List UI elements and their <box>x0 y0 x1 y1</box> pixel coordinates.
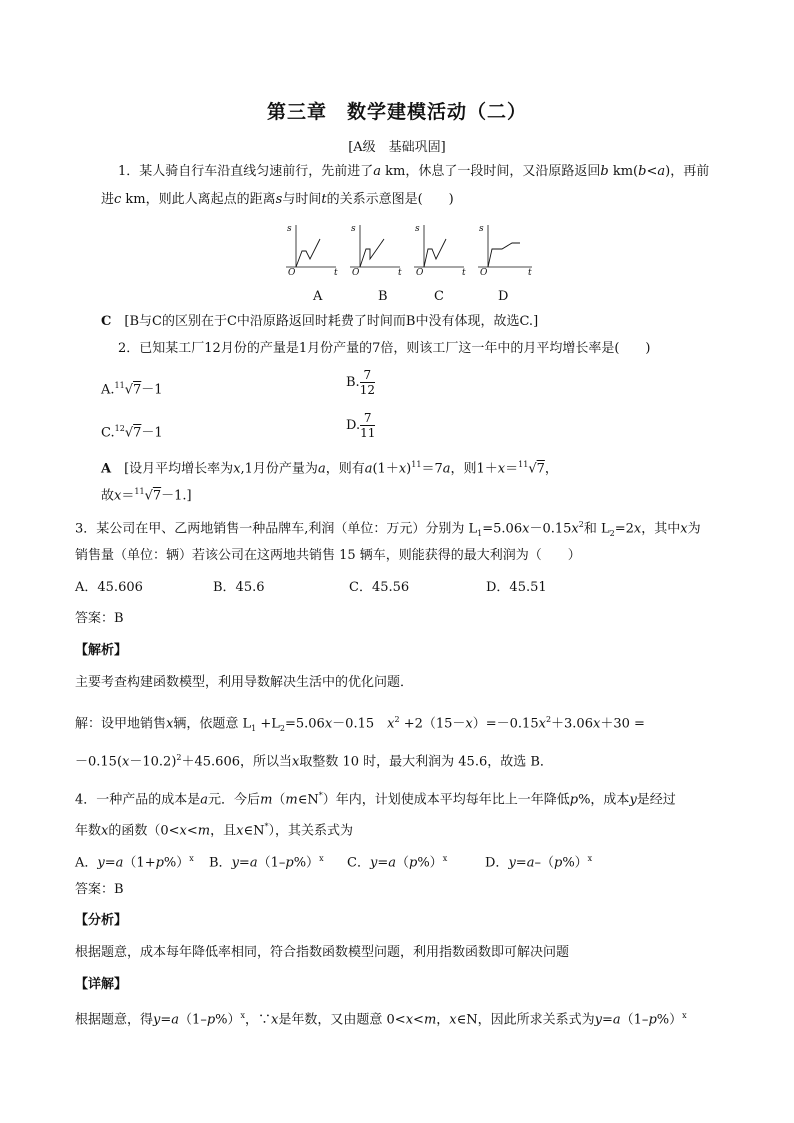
q1-line2: 进c km，则此人离起点的距离s与时间t的关系示意图是( ) <box>101 192 454 207</box>
q1-answer: C [B与C的区别在于C中沿原路返回时耗费了时间而B中没有体现，故选C.] <box>101 314 539 329</box>
svg-text:s: s <box>287 224 292 234</box>
q4-analysis: 根据题意，成本每年降低率相同，符合指数函数模型问题，利用指数函数即可解决问题 <box>75 945 570 960</box>
graph-label-c: C <box>434 289 444 304</box>
q4-line2: 年数x的函数（0<x<m，且x∈N*），其关系式为 <box>75 822 353 839</box>
svg-text:t: t <box>528 268 532 278</box>
q2-answer-line2: 故x＝$^{11}$√7－1.] <box>101 487 192 504</box>
svg-text:O: O <box>416 268 424 278</box>
q2-option-d: D. $\frac{7}{11}$ <box>346 411 376 440</box>
graph-label-d: D <box>498 289 509 304</box>
q1-line1: 1．某人骑自行车沿直线匀速前行，先前进了a km，休息了一段时间，又沿原路返回b km(b<a)，再前 <box>118 164 710 179</box>
svg-text:s: s <box>479 224 484 234</box>
q4-option-c: C．$y=a(p\%)^x$ <box>347 854 448 871</box>
q4-line1: 4．一种产品的成本是a元．今后m（m∈N*）年内，计划使成本平均每年比上一年降低p%，成本y是经过 <box>75 791 676 808</box>
q3-option-c: C．45.56 <box>349 580 410 595</box>
q4-answer: 答案：B <box>75 882 124 897</box>
q4-fenxi-heading: 【分析】 <box>75 913 128 928</box>
q2-stem: 2．已知某工厂12月份的产量是1月份产量的7倍，则该工厂这一年中的月平均增长率是( ) <box>118 341 651 356</box>
q3-option-a: A．45.606 <box>75 580 143 595</box>
q3-jiexi-heading: 【解析】 <box>75 643 128 658</box>
q3-answer: 答案：B <box>75 611 124 626</box>
q3-option-b: B．45.6 <box>213 580 265 595</box>
q4-option-b: B．$y=a(1-p\%)^x$ <box>209 854 324 871</box>
q3-option-d: D．45.51 <box>486 580 547 595</box>
graph-b <box>350 224 402 278</box>
graph-a <box>286 224 338 278</box>
page-title: 第三章 数学建模活动（二） <box>266 101 527 123</box>
q2-answer: A [设月平均增长率为x,1月份产量为a，则有$a(1+x)^{11}=7a$，则1＋x＝$^{11}$√7， <box>101 460 558 477</box>
q4-option-a: A．$y=a(1+p\%)^x$ <box>75 854 194 871</box>
q3-line1: 3．某公司在甲、乙两地销售一种品牌车,利润（单位：万元）分别为 $L_1=5.06x-0.15x^2$和 $L_2=2x$，其中x为 <box>75 520 701 538</box>
q3-line2: 销售量（单位：辆）若该公司在这两地共销售 15 辆车，则能获得的最大利润为（ ） <box>75 548 581 563</box>
svg-text:s: s <box>351 224 356 234</box>
graph-d <box>478 224 532 278</box>
svg-text:s: s <box>415 224 420 234</box>
graph-label-a: A <box>313 289 323 304</box>
q4-option-d: D．$y=a-(p\%)^x$ <box>485 854 593 871</box>
q2-option-c: C.$^{12}$√7－1 <box>101 424 163 441</box>
q4-detail: 根据题意，得$y=a(1-p\%)^x$，∵x是年数，又由题意 0<x<m，x∈N，因此所求关系式为$y=a(1-p\%)^x$ <box>75 1011 687 1028</box>
q4-xiangjie-heading: 【详解】 <box>75 977 128 992</box>
section-level: [A级 基础巩固] <box>348 140 446 155</box>
svg-text:O: O <box>288 268 296 278</box>
svg-text:t: t <box>462 268 466 278</box>
graph-label-b: B <box>378 289 388 304</box>
q3-solution-line1: 解：设甲地销售x辆，依题意 $L_1 +L_2=5.06x-0.15$ $x^2 +2(15-x)=-0.15x^2+3.06x+30$ = <box>75 715 645 733</box>
graph-c <box>414 224 466 278</box>
svg-text:t: t <box>334 268 338 278</box>
q2-option-b: B. $\frac{7}{12}$ <box>346 368 375 397</box>
svg-text:O: O <box>352 268 360 278</box>
q3-solution-line2: $-0.15(x-10.2)^2+45.606$，所以当x取整数 10 时，最大利润为 45.6，故选 B． <box>75 753 553 770</box>
svg-text:O: O <box>480 268 488 278</box>
svg-text:t: t <box>398 268 402 278</box>
q2-option-a: A.$^{11}$√7－1 <box>101 381 163 398</box>
q3-analysis: 主要考查构建函数模型，利用导数解决生活中的优化问题． <box>75 675 414 690</box>
